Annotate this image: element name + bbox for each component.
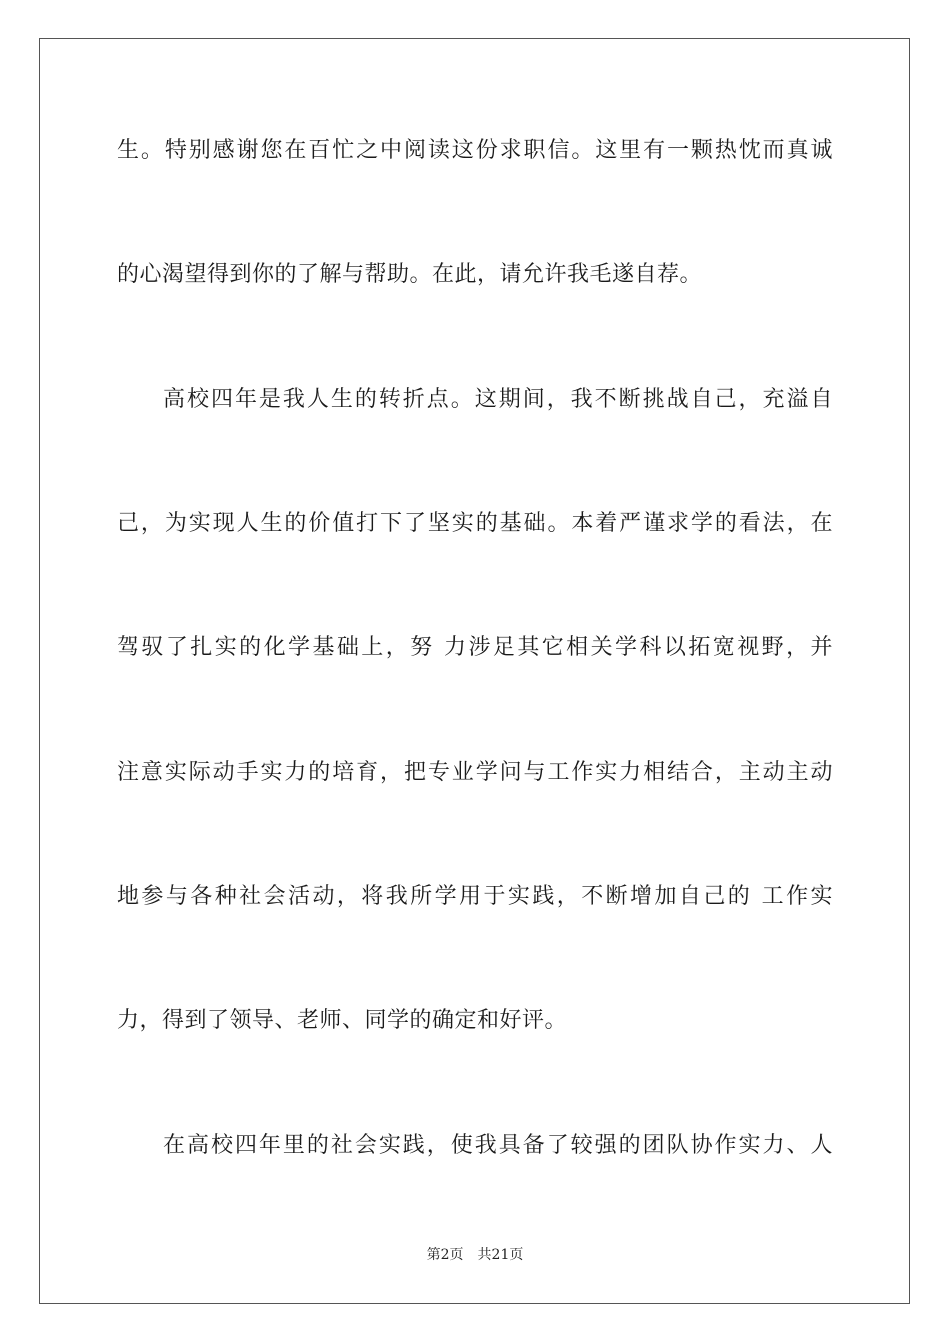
page-number-footer: 第2页 共21页 <box>426 1247 524 1263</box>
paragraph-line-8: 力，得到了领导、老师、同学的确定和好评。 <box>117 1008 568 1033</box>
page-border <box>39 38 910 1304</box>
paragraph-line-7: 地参与各种社会活动，将我所学用于实践，不断增加自己的 工作实 <box>117 884 833 909</box>
paragraph-line-4: 己，为实现人生的价值打下了坚实的基础。本着严谨求学的看法，在 <box>117 511 833 536</box>
paragraph-line-1: 生。特别感谢您在百忙之中阅读这份求职信。这里有一颗热忱而真诚 <box>117 138 833 163</box>
paragraph-line-3: 高校四年是我人生的转折点。这期间，我不断挑战自己，充溢自 <box>163 387 833 412</box>
paragraph-line-2: 的心渴望得到你的了解与帮助。在此，请允许我毛遂自荐。 <box>117 262 703 287</box>
paragraph-line-9: 在高校四年里的社会实践，使我具备了较强的团队协作实力、人 <box>163 1133 833 1158</box>
paragraph-line-5: 驾驭了扎实的化学基础上，努 力涉足其它相关学科以拓宽视野，并 <box>117 635 833 660</box>
paragraph-line-6: 注意实际动手实力的培育，把专业学问与工作实力相结合，主动主动 <box>117 760 833 785</box>
